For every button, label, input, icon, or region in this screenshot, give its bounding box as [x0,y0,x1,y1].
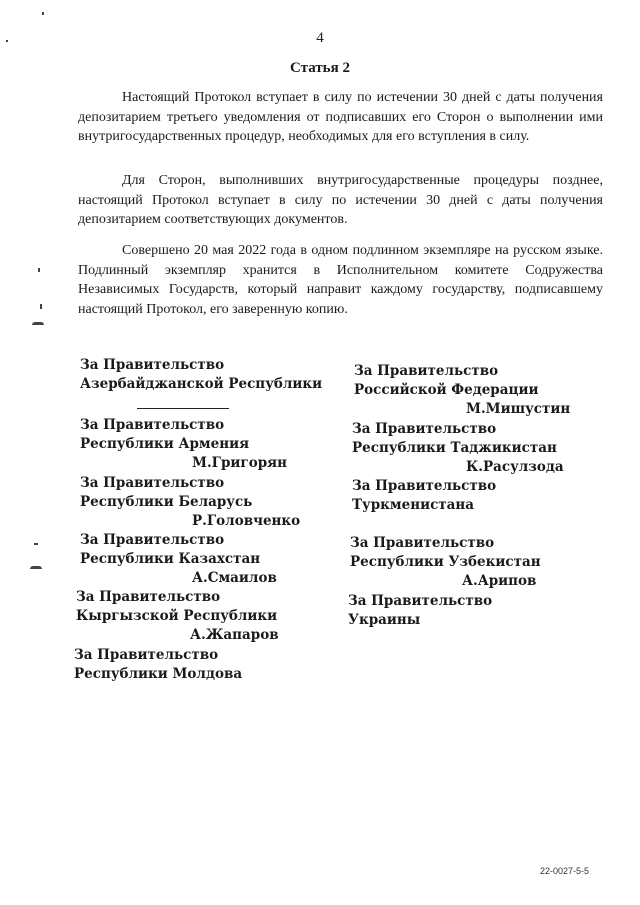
paragraph-entry-into-force: Настоящий Протокол вступает в силу по истечении 30 дней с даты получения депозитарием третьего уведомления от подписавших его Сторон о выполнении ими внутригосударственных процедур, необходимых для его вступления в силу. [78,90,603,144]
signatory-kyrgyzstan [76,588,279,645]
signer-name: Р.Головченко [192,513,301,529]
signatory-kazakhstan [80,531,277,588]
signatory-heading: За Правительство [80,417,225,433]
signatory-heading: За Правительство [80,475,225,491]
signatory-armenia [80,416,287,473]
scan-speck [40,304,42,309]
signatory-heading: За Правительство [80,532,225,548]
page-number: 4 [316,30,324,46]
punch-hole-mark [30,566,42,569]
document-code: 22-0027-5-5 [540,866,590,876]
scan-speck [38,268,40,272]
signatory-country: Азербайджанской Республики [80,376,323,392]
signatory-heading: За Правительство [354,363,499,379]
signer-name: А.Жапаров [190,627,279,643]
signatory-country: Республики Молдова [74,666,243,682]
article-title: Статья 2 [290,60,350,76]
paragraph-done-at: Совершено 20 мая 2022 года в одном подлинном экземпляре на русском языке. Подлинный экземпляр хранится в Исполнительном комитете Содружества Независимых Государств, который направит каждому государству, подписавшему настоящий Протокол, его заверенную копию. [78,243,603,317]
signatory-heading: За Правительство [80,357,225,373]
signatory-country: Туркменистана [352,497,475,513]
signatory-country: Республики Казахстан [80,551,261,567]
signer-name: М.Мишустин [466,401,571,417]
signatory-heading: За Правительство [352,421,497,437]
signatory-heading: За Правительство [350,535,495,551]
signatory-country: Кыргызской Республики [76,608,278,624]
signatory-heading: За Правительство [348,593,493,609]
signatory-ukraine [348,592,492,630]
scan-speck [6,40,8,42]
signature-line [137,408,229,409]
signer-name: М.Григорян [192,455,287,471]
signatory-country: Республики Узбекистан [350,554,541,570]
signatory-turkmenistan [352,477,496,515]
signer-name: К.Расулзода [466,459,564,475]
scan-speck [34,543,38,545]
scan-speck [42,12,44,15]
signatory-tajikistan [352,420,564,477]
paragraph-late-parties: Для Сторон, выполнивших внутригосударственные процедуры позднее, настоящий Протокол вступает в силу по истечении 30 дней с даты получения депозитарием соответствующих документов. [78,173,603,227]
signatory-country: Украины [348,612,421,628]
punch-hole-mark [32,322,44,325]
signatory-heading: За Правительство [76,589,221,605]
signer-name: А.Арипов [462,573,537,589]
signatory-heading: За Правительство [74,647,219,663]
signatory-country: Российской Федерации [354,382,539,398]
signer-name: А.Смаилов [192,570,277,586]
signatory-country: Республики Беларусь [80,494,253,510]
signatory-country: Республики Армения [80,436,250,452]
signatory-uzbekistan [350,534,541,591]
signatory-azerbaijan [80,356,322,394]
signatory-heading: За Правительство [352,478,497,494]
signatory-moldova [74,646,242,684]
signatory-country: Республики Таджикистан [352,440,557,456]
signatory-belarus [80,474,300,531]
signatory-russia [354,362,570,419]
